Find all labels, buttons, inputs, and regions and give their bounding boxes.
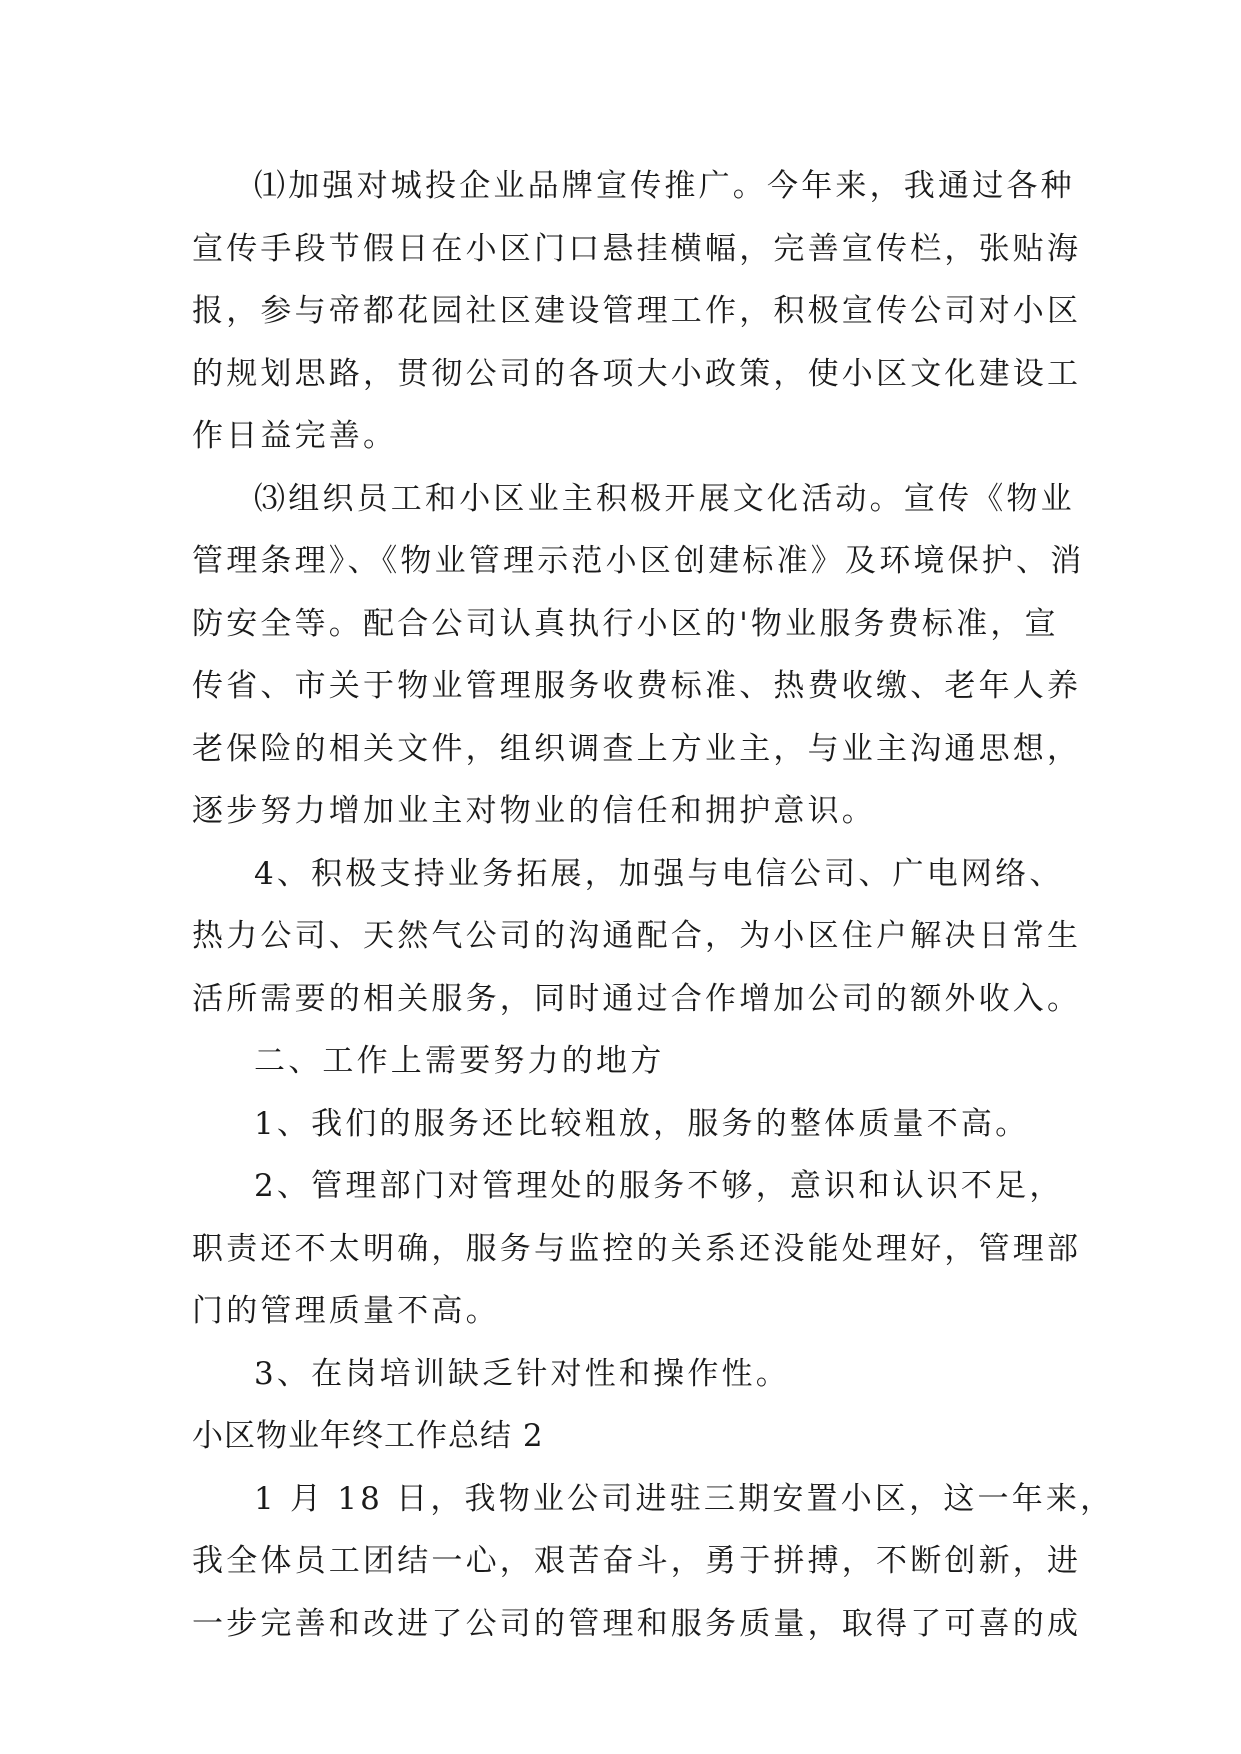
text-line: ⑶组织员工和小区业主积极开展文化活动。宣传《物业	[254, 480, 1075, 517]
text-line: 报，参与帝都花园社区建设管理工作，积极宣传公司对小区	[192, 293, 1082, 329]
text-line: 4、积极支持业务拓展，加强与电信公司、广电网络、	[254, 855, 1064, 892]
text-line: ⑴加强对城投企业品牌宣传推广。今年来，我通过各种	[254, 168, 1075, 204]
text-line: 老保险的相关文件，组织调查上方业主，与业主沟通思想，	[192, 730, 1082, 767]
text-line: 防安全等。配合公司认真执行小区的'物业服务费标准，宣	[192, 605, 1059, 642]
document-title: 小区物业年终工作总结 2	[192, 1418, 544, 1454]
text-line: 1、我们的服务还比较粗放，服务的整体质量不高。	[254, 1105, 1030, 1142]
text-line: 宣传手段节假日在小区门口悬挂横幅，完善宣传栏，张贴海	[192, 230, 1082, 267]
text-line: 作日益完善。	[192, 418, 398, 454]
text-line: 职责还不太明确，服务与监控的关系还没能处理好，管理部	[192, 1230, 1082, 1267]
text-line: 我全体员工团结一心，艰苦奋斗，勇于拼搏，不断创新，进	[192, 1543, 1082, 1579]
text-line: 热力公司、天然气公司的沟通配合，为小区住户解决日常生	[192, 918, 1082, 954]
text-line: 门的管理质量不高。	[192, 1293, 500, 1329]
text-line: 逐步努力增加业主对物业的信任和拥护意识。	[192, 793, 876, 829]
section-heading: 二、工作上需要努力的地方	[254, 1043, 665, 1079]
text-line: 3、在岗培训缺乏针对性和操作性。	[254, 1355, 790, 1392]
text-line: 1 月 18 日，我物业公司进驻三期安置小区，这一年来，	[254, 1480, 1115, 1517]
text-line: 传省、市关于物业管理服务收费标准、热费收缴、老年人养	[192, 668, 1082, 704]
text-line: 一步完善和改进了公司的管理和服务质量，取得了可喜的成	[192, 1605, 1082, 1642]
text-line: 活所需要的相关服务，同时通过合作增加公司的额外收入。	[192, 980, 1082, 1017]
text-line: 的规划思路，贯彻公司的各项大小政策，使小区文化建设工	[192, 355, 1082, 392]
text-line: 管理条理》、《物业管理示范小区创建标准》及环境保护、消	[192, 543, 1085, 579]
text-line: 2、管理部门对管理处的服务不够，意识和认识不足，	[254, 1168, 1064, 1204]
document-body	[192, 155, 1115, 1655]
